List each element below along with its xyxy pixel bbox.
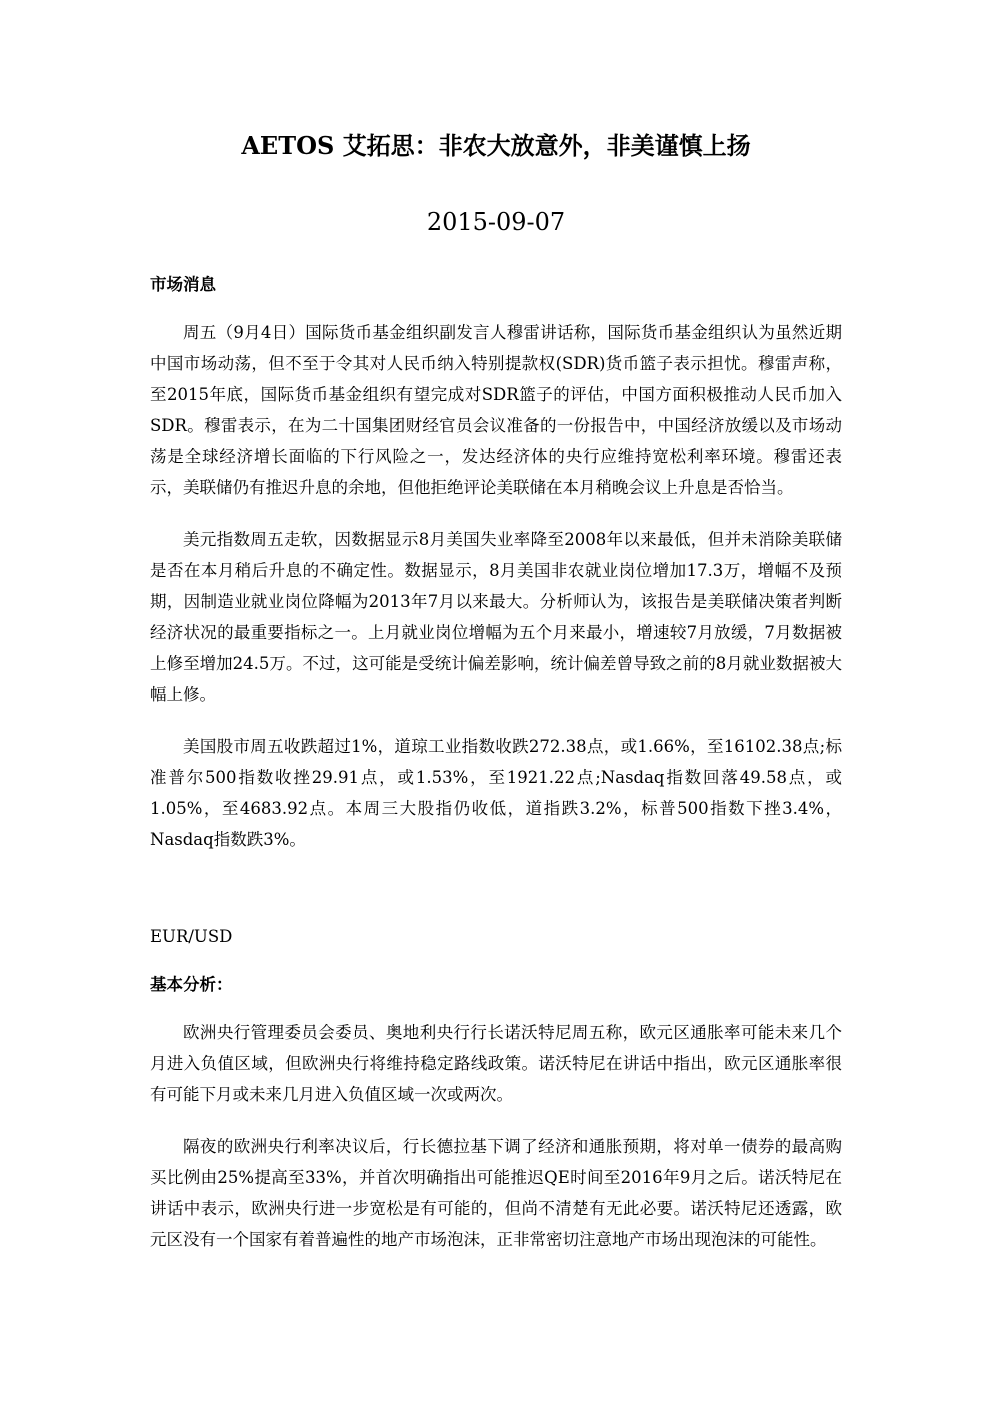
fundamental-analysis-heading: 基本分析： (150, 975, 233, 994)
spacer (150, 952, 842, 969)
spacer (150, 1110, 842, 1131)
market-news-paragraph-3: 美国股市周五收跌超过1%，道琼工业指数收跌272.38点，或1.66%，至16102.38点;标准普尔500指数收挫29.91点，或1.53%，至1921.22点;Nasdaq指数回落49.58点，或1.05%，至4683.92点。本周三大股指仍收低，道指跌3.2%，标普500指数下挫3.4%，Nasdaq指数跌3%。 (150, 737, 842, 849)
spacer (150, 503, 842, 524)
spacer (150, 1000, 842, 1017)
market-news-heading: 市场消息 (150, 275, 216, 294)
currency-pair-label: EUR/USD (150, 927, 233, 946)
document-body (150, 269, 842, 1255)
spacer (150, 300, 842, 317)
document-title: AETOS 艾拓思：非农大放意外，非美谨慎上扬 (241, 131, 751, 160)
document-date: 2015-09-07 (426, 208, 566, 236)
eurusd-paragraph-2: 隔夜的欧洲央行利率决议后，行长德拉基下调了经济和通胀预期，将对单一债券的最高购买比例由25%提高至33%，并首次明确指出可能推迟QE时间至2016年9月之后。诺沃特尼在讲话中表示，欧洲央行进一步宽松是有可能的，但尚不清楚有无此必要。诺沃特尼还透露，欧元区没有一个国家有着普遍性的地产市场泡沫，正非常密切注意地产市场出现泡沫的可能性。 (150, 1137, 842, 1249)
market-news-paragraph-1: 周五（9月4日）国际货币基金组织副发言人穆雷讲话称，国际货币基金组织认为虽然近期中国市场动荡，但不至于令其对人民币纳入特别提款权(SDR)货币篮子表示担忧。穆雷声称，至2015年底，国际货币基金组织有望完成对SDR篮子的评估，中国方面积极推动人民币加入SDR。穆雷表示，在为二十国集团财经官员会议准备的一份报告中，中国经济放缓以及市场动荡是全球经济增长面临的下行风险之一，发达经济体的央行应维持宽松利率环境。穆雷还表示，美联储仍有推迟升息的余地，但他拒绝评论美联储在本月稍晚会议上升息是否恰当。 (150, 323, 842, 497)
eurusd-paragraph-1: 欧洲央行管理委员会委员、奥地利央行行长诺沃特尼周五称，欧元区通胀率可能未来几个月进入负值区域，但欧洲央行将维持稳定路线政策。诺沃特尼在讲话中指出，欧元区通胀率很有可能下月或未来几月进入负值区域一次或两次。 (150, 1023, 842, 1104)
market-news-paragraph-2: 美元指数周五走软，因数据显示8月美国失业率降至2008年以来最低，但并未消除美联储是否在本月稍后升息的不确定性。数据显示，8月美国非农就业岗位增加17.3万，增幅不及预期，因制造业就业岗位降幅为2013年7月以来最大。分析师认为，该报告是美联储决策者判断经济状况的最重要指标之一。上月就业岗位增幅为五个月来最小，增速较7月放缓，7月数据被上修至增加24.5万。不过，这可能是受统计偏差影响，统计偏差曾导致之前的8月就业数据被大幅上修。 (150, 530, 842, 704)
spacer (150, 710, 842, 731)
spacer (150, 855, 842, 921)
